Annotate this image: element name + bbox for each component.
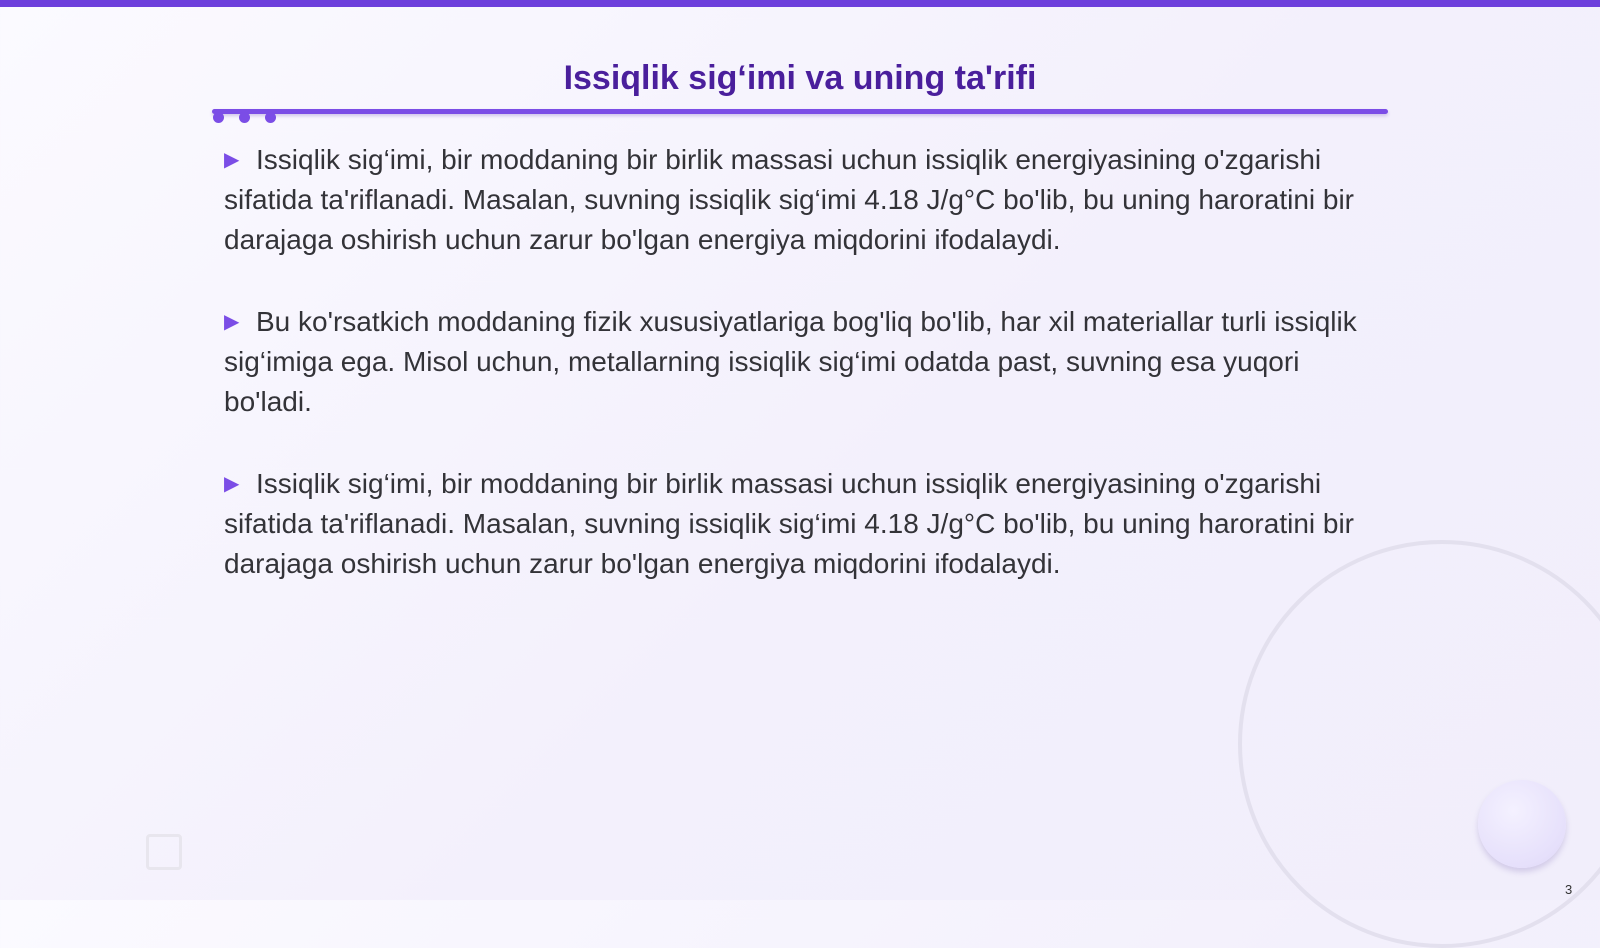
decorative-dot [265, 112, 276, 123]
decorative-square [146, 834, 182, 870]
decorative-dot [239, 112, 250, 123]
triangle-bullet-icon: ▶ [224, 149, 240, 171]
decorative-circle [1478, 780, 1566, 868]
triangle-bullet-icon: ▶ [224, 473, 240, 495]
bullet-item [224, 140, 1390, 260]
page-number: 3 [1565, 882, 1573, 897]
top-accent-bar [0, 0, 1600, 7]
slide-title: Issiqlik sig‘imi va uning ta'rifi [563, 59, 1037, 97]
bullet-text: Bu ko'rsatkich moddaning fizik xususiyatlariga bog'liq bo'lib, har xil materiallar turli issiqlik sig‘imiga ega. Misol uchun, metallarning issiqlik sig‘imi odatda past, suvning esa yuqori bo'ladi. [224, 306, 1357, 417]
title-underline [212, 109, 1388, 114]
bullet-text: Issiqlik sig‘imi, bir moddaning bir birlik massasi uchun issiqlik energiyasining o'zgarishi sifatida ta'riflanadi. Masalan, suvning issiqlik sig‘imi 4.18 J/g°C bo'lib, bu uning haroratini bir darajaga oshirish uchun zarur bo'lgan energiya miqdorini ifodalaydi. [224, 144, 1355, 255]
bullet-list [224, 140, 1390, 626]
decorative-dot [213, 112, 224, 123]
bullet-text: Issiqlik sig‘imi, bir moddaning bir birlik massasi uchun issiqlik energiyasining o'zgarishi sifatida ta'riflanadi. Masalan, suvning issiqlik sig‘imi 4.18 J/g°C bo'lib, bu uning haroratini bir darajaga oshirish uchun zarur bo'lgan energiya miqdorini ifodalaydi. [224, 468, 1355, 579]
bullet-item [224, 464, 1390, 584]
bullet-item [224, 302, 1390, 422]
triangle-bullet-icon: ▶ [224, 311, 240, 333]
